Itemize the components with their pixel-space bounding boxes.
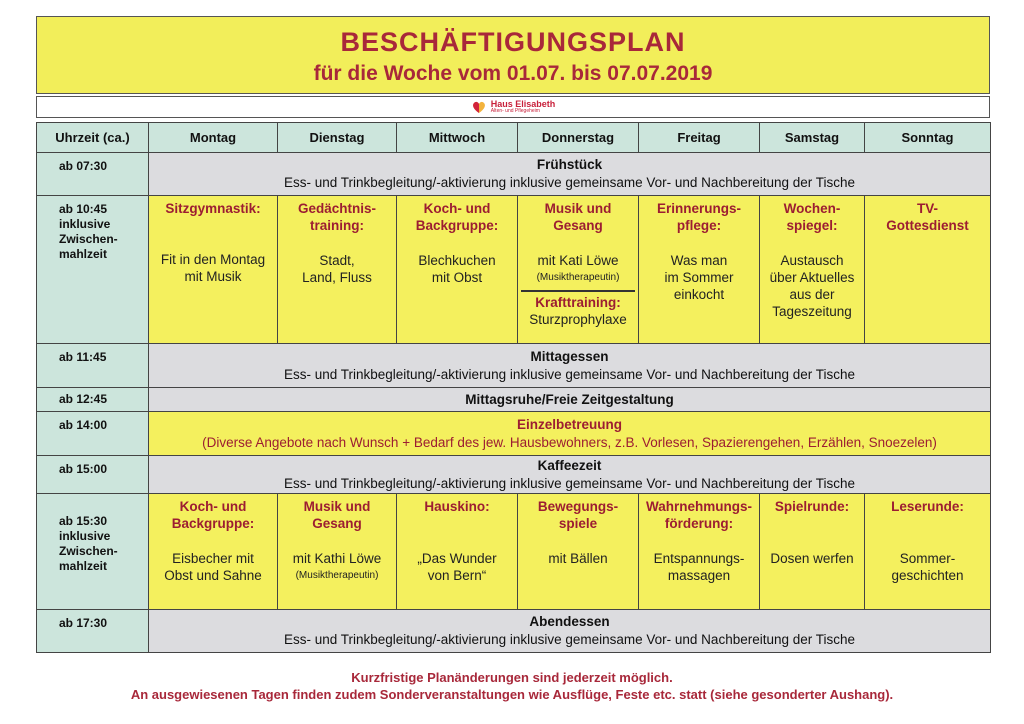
- time-cell: [37, 494, 149, 610]
- col-header-tuesday: Dienstag: [278, 123, 397, 153]
- meal-label: Kaffeezeit: [537, 457, 602, 473]
- activity-cell-thursday-morning: [518, 196, 639, 344]
- table-row: [37, 196, 991, 344]
- time-line: Zwischen-: [59, 232, 118, 246]
- col-header-saturday: Samstag: [760, 123, 865, 153]
- time-line: mahlzeit: [59, 247, 108, 261]
- activity-cell-monday-afternoon: [149, 494, 278, 610]
- activity-title-secondary: Krafttraining:: [535, 295, 621, 310]
- activity-text: [152, 550, 274, 584]
- col-header-sunday: Sonntag: [865, 123, 991, 153]
- activity-title-line: Gottesdienst: [886, 218, 969, 233]
- activity-cell-tuesday-afternoon: [278, 494, 397, 610]
- time-cell: ab 17:30: [37, 610, 149, 653]
- col-header-wednesday: Mittwoch: [397, 123, 518, 153]
- activity-title: [763, 200, 861, 234]
- meal-text: Ess- und Trinkbegleitung/-aktivierung inklusive gemeinsame Vor- und Nachbereitung der Tische: [283, 475, 856, 491]
- activity-title-line: Gedächtnis-: [297, 201, 376, 216]
- time-cell: ab 12:45: [37, 388, 149, 412]
- table-row: [37, 456, 991, 494]
- activity-text: [400, 550, 514, 584]
- activity-text-line: Austausch: [780, 253, 844, 268]
- activity-text: mit Bällen: [548, 551, 608, 566]
- activity-text-line: Blechkuchen: [418, 253, 496, 268]
- time-line: ab 15:30: [59, 514, 108, 528]
- meal-text: Ess- und Trinkbegleitung/-aktivierung inklusive gemeinsame Vor- und Nachbereitung der Tische: [283, 632, 856, 647]
- activity-text-line: mit Musik: [184, 269, 242, 284]
- activity-title: [152, 498, 274, 532]
- activity-text-line: Sommer-: [899, 551, 956, 566]
- col-header-friday: Freitag: [639, 123, 760, 153]
- individual-care-label: Einzelbetreuung: [516, 416, 622, 432]
- meal-cell-breakfast: [149, 153, 991, 196]
- plan-header: [36, 16, 990, 94]
- activity-title: Hauskino:: [424, 499, 490, 514]
- time-cell: ab 11:45: [37, 344, 149, 388]
- table-row: [37, 610, 991, 653]
- activity-title-line: Gesang: [553, 218, 603, 233]
- meal-label: Mittagessen: [530, 348, 609, 364]
- table-row: [37, 344, 991, 388]
- activity-title-line: spiegel:: [786, 218, 838, 233]
- activity-title: [521, 498, 635, 532]
- activity-text: [642, 252, 756, 303]
- time-cell: [37, 196, 149, 344]
- meal-cell-coffee: [149, 456, 991, 494]
- activity-title: Leserunde:: [891, 499, 964, 514]
- activity-title-line: Backgruppe:: [415, 218, 499, 233]
- activity-title: Sitzgymnastik:: [165, 201, 261, 216]
- activity-title-line: Bewegungs-: [537, 499, 619, 514]
- activity-title-line: Backgruppe:: [171, 516, 255, 531]
- col-header-time: Uhrzeit (ca.): [37, 123, 149, 153]
- individual-care-text: (Diverse Angebote nach Wunsch + Bedarf des jew. Hausbewohners, z.B. Vorlesen, Spazierengehen, Erzählen, Snoezelen): [202, 434, 937, 450]
- activity-cell-sunday-afternoon: [865, 494, 991, 610]
- time-line: Zwischen-: [59, 544, 118, 558]
- time-cell: ab 14:00: [37, 412, 149, 456]
- footer-note-events: An ausgewiesenen Tagen finden zudem Sonderveranstaltungen wie Ausflüge, Feste etc. statt (siehe gesonderter Aushang).: [130, 687, 894, 702]
- activity-title: [521, 200, 635, 234]
- activity-cell-sunday-morning: [865, 196, 991, 344]
- activity-cell-friday-afternoon: [639, 494, 760, 610]
- activity-title-line: pflege:: [676, 218, 722, 233]
- activity-text: mit Kathi Löwe: [292, 551, 382, 566]
- activity-text-line: Entspannungs-: [653, 551, 745, 566]
- activity-title: [642, 498, 756, 532]
- activity-title: [281, 200, 393, 234]
- page-title: BESCHÄFTIGUNGSPLAN: [340, 27, 686, 57]
- meal-cell-dinner: [149, 610, 991, 653]
- activity-text-line: Was man: [670, 253, 728, 268]
- col-header-thursday: Donnerstag: [518, 123, 639, 153]
- activity-title: [642, 200, 756, 234]
- activity-title-line: Gesang: [312, 516, 362, 531]
- meal-label: Abendessen: [529, 614, 610, 629]
- rest-label: Mittagsruhe/Freie Zeitgestaltung: [465, 391, 674, 407]
- logo-name: Haus Elisabeth: [490, 99, 556, 109]
- activity-divider: [521, 290, 635, 292]
- table-row: [37, 388, 991, 412]
- logo-bar: [36, 96, 990, 118]
- activity-text-secondary: Sturzprophylaxe: [529, 312, 627, 327]
- activity-title-line: TV-: [916, 201, 938, 216]
- table-row: [37, 494, 991, 610]
- activity-title-line: Wahrnehmungs-: [646, 499, 752, 514]
- activity-note: (Musiktherapeutin): [295, 570, 379, 581]
- logo-subtitle: Alten- und Pflegeheim: [490, 108, 540, 114]
- activity-text-line: einkocht: [673, 287, 725, 302]
- activity-title-line: Erinnerungs-: [656, 201, 741, 216]
- meal-text: Ess- und Trinkbegleitung/-aktivierung inklusive gemeinsame Vor- und Nachbereitung der Tische: [283, 175, 856, 190]
- activity-text: mit Kati Löwe: [537, 253, 619, 268]
- table-row: [37, 412, 991, 456]
- time-line: mahlzeit: [59, 559, 108, 573]
- activity-text-line: massagen: [667, 568, 731, 583]
- activity-text-line: Tageszeitung: [772, 304, 852, 319]
- meal-cell-lunch: [149, 344, 991, 388]
- individual-care-cell: [149, 412, 991, 456]
- activity-title: Spielrunde:: [774, 499, 850, 514]
- activity-text-line: von Bern“: [427, 568, 487, 583]
- activity-cell-thursday-afternoon: [518, 494, 639, 610]
- activity-text: [868, 550, 987, 584]
- activity-title-line: Koch- und: [423, 201, 491, 216]
- activity-text-line: Stadt,: [319, 253, 355, 268]
- activity-title-line: förderung:: [664, 516, 734, 531]
- activity-text-line: „Das Wunder: [417, 551, 497, 566]
- activity-text: [642, 550, 756, 584]
- schedule-table: [36, 122, 991, 653]
- activity-cell-saturday-afternoon: [760, 494, 865, 610]
- footer-note-changes: Kurzfristige Planänderungen sind jederzeit möglich.: [351, 670, 673, 685]
- activity-cell-wednesday-morning: [397, 196, 518, 344]
- activity-text-line: Obst und Sahne: [164, 568, 262, 583]
- time-cell: ab 15:00: [37, 456, 149, 494]
- activity-title-line: spiele: [558, 516, 598, 531]
- activity-text-line: Land, Fluss: [302, 270, 372, 285]
- activity-cell-friday-morning: [639, 196, 760, 344]
- activity-text-line: Fit in den Montag: [160, 252, 266, 267]
- heart-logo-icon: [471, 99, 487, 115]
- time-line: inklusive: [59, 529, 111, 543]
- activity-text-line: Eisbecher mit: [172, 551, 254, 566]
- activity-cell-tuesday-morning: [278, 196, 397, 344]
- activity-title-line: Koch- und: [179, 499, 247, 514]
- table-row: [37, 153, 991, 196]
- activity-text: [763, 252, 861, 320]
- activity-text-line: über Aktuelles: [769, 270, 855, 285]
- activity-cell-monday-morning: [149, 196, 278, 344]
- time-cell: ab 07:30: [37, 153, 149, 196]
- activity-text-line: im Sommer: [664, 270, 734, 285]
- activity-note: (Musiktherapeutin): [536, 272, 620, 283]
- activity-title-line: Musik und: [544, 201, 612, 216]
- activity-text: Dosen werfen: [770, 551, 854, 566]
- meal-text: Ess- und Trinkbegleitung/-aktivierung inklusive gemeinsame Vor- und Nachbereitung der Tische: [283, 366, 856, 382]
- activity-title-line: Wochen-: [783, 201, 841, 216]
- activity-title: [400, 200, 514, 234]
- activity-cell-saturday-morning: [760, 196, 865, 344]
- time-line: ab 10:45: [59, 202, 108, 216]
- activity-cell-wednesday-afternoon: [397, 494, 518, 610]
- time-line: inklusive: [59, 217, 111, 231]
- activity-text-line: mit Obst: [431, 270, 483, 285]
- col-header-monday: Montag: [149, 123, 278, 153]
- page-subtitle: für die Woche vom 01.07. bis 07.07.2019: [313, 62, 713, 85]
- activity-title-line: training:: [310, 218, 364, 233]
- logo-text: [491, 100, 556, 114]
- meal-label: Frühstück: [536, 157, 603, 172]
- activity-text-line: aus der: [789, 287, 835, 302]
- activity-title: [868, 200, 987, 234]
- rest-cell: [149, 388, 991, 412]
- activity-text: [152, 251, 274, 285]
- header-row: [37, 123, 991, 153]
- activity-text: [400, 252, 514, 286]
- activity-text: [281, 252, 393, 286]
- activity-title: [281, 498, 393, 532]
- activity-text-line: geschichten: [891, 568, 964, 583]
- activity-title-line: Musik und: [303, 499, 371, 514]
